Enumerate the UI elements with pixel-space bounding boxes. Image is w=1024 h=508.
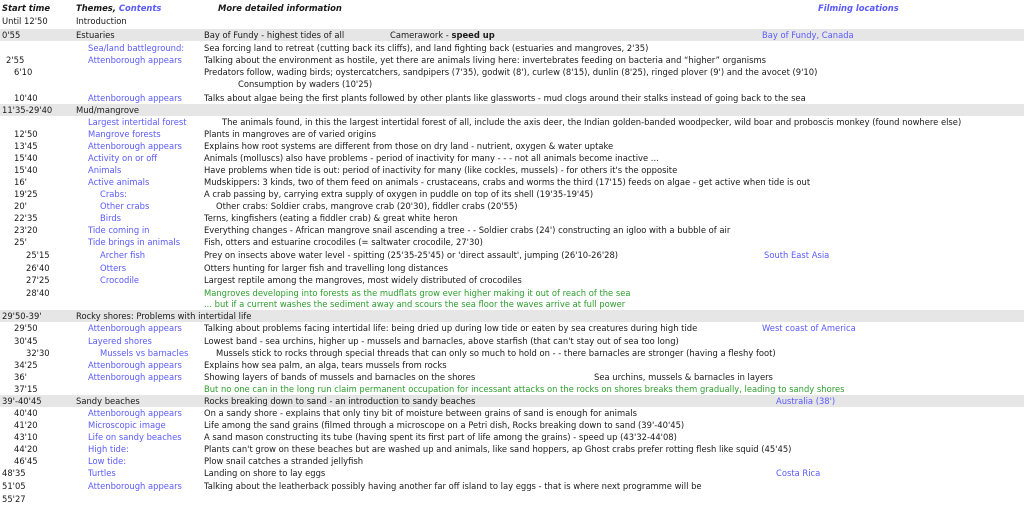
table-row — [0, 431, 1024, 443]
row-theme: Sandy beaches — [76, 396, 140, 406]
table-row — [0, 212, 1024, 224]
table-row — [0, 359, 1024, 371]
camerawork-speed-up: speed up — [451, 30, 495, 40]
header-detailed-info: More detailed information — [218, 3, 342, 13]
header-themes-label: Themes, — [76, 3, 116, 13]
row-info: Talking about the environment as hostile, yet there are animals living here: invertebrates feeding on bacteria and “higher” organisms — [204, 55, 766, 65]
row-time: 44'20 — [14, 444, 38, 454]
row-info: Explains how root systems are different from those on dry land - nutrient, oxygen & water uptake — [204, 141, 614, 151]
row-time: 16' — [14, 177, 27, 187]
section-row-mud-mangrove — [0, 104, 1024, 116]
table-row — [0, 188, 1024, 200]
row-info: Terns, kingfishers (eating a fiddler crab) & great white heron — [204, 213, 458, 223]
row-time: 40'40 — [14, 408, 38, 418]
row-info: Lowest band - sea urchins, higher up - mussels and barnacles, above starfish (that can't stay out of sea too long) — [204, 336, 679, 346]
row-theme: Mangrove forests — [88, 129, 161, 139]
table-row — [0, 443, 1024, 455]
row-time: 22'35 — [14, 213, 38, 223]
row-theme: Attenborough appears — [88, 55, 182, 65]
row-filming-location: West coast of America — [762, 323, 856, 333]
row-time: 20' — [14, 201, 27, 211]
row-theme: Other crabs — [100, 201, 150, 211]
row-theme: Sea/land battleground: — [88, 43, 185, 53]
row-info: Rocks breaking down to sand - an introduction to sandy beaches — [204, 396, 476, 406]
row-time: 12'50 — [14, 129, 38, 139]
table-row — [0, 54, 1024, 66]
table-row — [0, 419, 1024, 431]
header-filming-locations: Filming locations — [818, 3, 899, 13]
table-row — [0, 467, 1024, 479]
table-row — [0, 383, 1024, 395]
row-time: 32'30 — [26, 348, 50, 358]
row-info: ... but if a current washes the sediment away and scours the sea floor the waves arrive at full power — [204, 299, 626, 309]
header-themes — [76, 2, 161, 14]
table-row — [0, 176, 1024, 188]
row-time: 23'20 — [14, 225, 38, 235]
row-info: Talking about problems facing intertidal life: being dried up during low tide or eaten by sea creatures during high tide — [204, 323, 698, 333]
row-time: Until 12'50 — [2, 16, 48, 26]
row-time: 43'10 — [14, 432, 38, 442]
row-info: Prey on insects above water level - spitting (25'35-25'45) or 'direct assault', jumping (26'10-26'28) — [204, 250, 619, 260]
row-time: 15'40 — [14, 165, 38, 175]
row-theme: Activity on or off — [88, 153, 158, 163]
row-theme: Mud/mangrove — [76, 105, 140, 115]
row-time: 6'10 — [14, 67, 33, 77]
table-row — [0, 200, 1024, 212]
table-row — [0, 455, 1024, 467]
row-filming-location: South East Asia — [764, 250, 830, 260]
row-theme: Animals — [88, 165, 122, 175]
row-time: 19'25 — [14, 189, 38, 199]
row-time: 28'40 — [26, 288, 50, 298]
row-theme: Attenborough appears — [88, 141, 182, 151]
row-theme: Tide coming in — [88, 225, 150, 235]
row-time: 15'40 — [14, 153, 38, 163]
row-time: 41'20 — [14, 420, 38, 430]
row-info: Predators follow, wading birds; oystercatchers, sandpipers (7'35), godwit (8'), curlew (8'15), dunlin (8'25), ringed plover (9') and the avocet (9'10) — [204, 67, 818, 77]
table-row — [0, 224, 1024, 236]
row-time: 26'40 — [26, 263, 50, 273]
row-time: 48'35 — [2, 468, 26, 478]
row-camerawork — [390, 29, 495, 41]
table-row — [0, 322, 1024, 334]
row-info: Mussels stick to rocks through special threads that can only so much to hold on - - there barnacles are stronger (having a fleshy foot) — [216, 348, 776, 358]
row-info: Plow snail catches a stranded jellyfish — [204, 456, 364, 466]
row-filming-location: Costa Rica — [776, 468, 821, 478]
row-info: A crab passing by, carrying extra supply of oxygen in puddle on top of its shell (19'35-19'45) — [204, 189, 594, 199]
row-theme: Attenborough appears — [88, 93, 182, 103]
row-time: 0'55 — [2, 30, 21, 40]
row-theme: Layered shores — [88, 336, 152, 346]
row-theme: Turtles — [88, 468, 116, 478]
row-info: Animals (molluscs) also have problems - period of inactivity for many - - - not all animals become inactive ... — [204, 153, 659, 163]
row-theme: Tide brings in animals — [88, 237, 181, 247]
table-row — [0, 164, 1024, 176]
row-info: Talking about the leatherback possibly having another far off island to lay eggs - that is where next programme will be — [204, 481, 702, 491]
row-theme: Low tide: — [88, 456, 127, 466]
table-row — [0, 66, 1024, 78]
table-row — [0, 42, 1024, 54]
row-info: Largest reptile among the mangroves, most widely distributed of crocodiles — [204, 275, 522, 285]
row-time: 37'15 — [14, 384, 38, 394]
table-row — [0, 298, 1024, 310]
row-info: Otters hunting for larger fish and travelling long distances — [204, 263, 448, 273]
row-info: Other crabs: Soldier crabs, mangrove crab (20'30), fiddler crabs (20'55) — [216, 201, 518, 211]
row-theme: Introduction — [76, 16, 127, 26]
row-theme: Mussels vs barnacles — [100, 348, 189, 358]
row-info: Plants in mangroves are of varied origins — [204, 129, 376, 139]
row-time: 27'25 — [26, 275, 50, 285]
row-info: Have problems when tide is out: period of inactivity for many (like cockles, mussels) - for others it's the opposite — [204, 165, 678, 175]
section-row-rocky-shores — [0, 310, 1024, 322]
row-time: 36' — [14, 372, 27, 382]
row-info: The animals found, in this the largest intertidal forest of all, include the axis deer, the Indian golden-banded woodpecker, wild boar and proboscis monkey (found nowhere else) — [222, 117, 962, 127]
row-theme: Active animals — [88, 177, 150, 187]
row-time: 51'05 — [2, 481, 26, 491]
row-time: 55'27 — [2, 494, 26, 504]
row-time: 11'35-29'40 — [2, 105, 53, 115]
row-time: 2'55 — [6, 55, 25, 65]
row-time: 30'45 — [14, 336, 38, 346]
table-row — [0, 262, 1024, 274]
section-row-estuaries — [0, 29, 1024, 41]
row-info: Everything changes - African mangrove snail ascending a tree - - Soldier crabs (24') constructing an igloo with a bubble of air — [204, 225, 731, 235]
row-info: Bay of Fundy - highest tides of all — [204, 30, 345, 40]
row-theme: High tide: — [88, 444, 129, 454]
row-theme: Estuaries — [76, 30, 115, 40]
row-info: Mangroves developing into forests as the mudflats grow ever higher making it out of reach of the sea — [204, 288, 631, 298]
row-filming-location: Bay of Fundy, Canada — [762, 30, 854, 40]
row-theme: Microscopic image — [88, 420, 166, 430]
table-row — [0, 274, 1024, 286]
table-row — [0, 493, 1024, 505]
row-theme: Archer fish — [100, 250, 146, 260]
row-info: Showing layers of bands of mussels and barnacles on the shores — [204, 372, 476, 382]
row-time: 34'25 — [14, 360, 38, 370]
row-theme: Attenborough appears — [88, 408, 182, 418]
row-time: 46'45 — [14, 456, 38, 466]
row-info: Talks about algae being the first plants followed by other plants like glassworts - mud clogs around their stalks instead of going back to the sea — [204, 93, 806, 103]
table-row — [0, 15, 1024, 27]
table-row — [0, 249, 1024, 261]
row-info: Plants can't grow on these beaches but are washed up and animals, like sand hoppers, ap Ghost crabs prefer rotting flesh like squid (45'45) — [204, 444, 792, 454]
row-theme: Attenborough appears — [88, 481, 182, 491]
row-side-note: Sea urchins, mussels & barnacles in layers — [594, 372, 773, 382]
header-contents-label: Contents — [118, 3, 162, 13]
row-theme: Attenborough appears — [88, 360, 182, 370]
header-start-time: Start time — [2, 3, 51, 13]
table-row — [0, 347, 1024, 359]
row-theme: Birds — [100, 213, 122, 223]
table-row — [0, 78, 1024, 90]
row-info: Consumption by waders (10'25) — [238, 79, 373, 89]
row-theme: Largest intertidal forest — [88, 117, 187, 127]
row-theme: Rocky shores: Problems with intertidal life — [76, 311, 252, 321]
row-time: 29'50-39' — [2, 311, 42, 321]
row-time: 25'15 — [26, 250, 50, 260]
row-time: 39'-40'45 — [2, 396, 42, 406]
row-info: Sea forcing land to retreat (cutting back its cliffs), and land fighting back (estuaries and mangroves, 2'35) — [204, 43, 649, 53]
table-row — [0, 116, 1024, 128]
row-time: 29'50 — [14, 323, 38, 333]
row-time: 25' — [14, 237, 27, 247]
table-row — [0, 92, 1024, 104]
row-theme: Crocodile — [100, 275, 140, 285]
row-info: Landing on shore to lay eggs — [204, 468, 326, 478]
table-row — [0, 335, 1024, 347]
row-time: 13'45 — [14, 141, 38, 151]
row-info: Life among the sand grains (filmed through a microscope on a Petri dish, Rocks breaking down to sand (39'-40'45) — [204, 420, 685, 430]
table-row — [0, 236, 1024, 248]
camerawork-label: Camerawork - — [390, 30, 452, 40]
table-row — [0, 140, 1024, 152]
header-row — [0, 2, 1024, 14]
row-info: Explains how sea palm, an alga, tears mussels from rocks — [204, 360, 447, 370]
row-theme: Life on sandy beaches — [88, 432, 182, 442]
table-row — [0, 480, 1024, 492]
section-row-sandy-beaches — [0, 395, 1024, 407]
table-row — [0, 371, 1024, 383]
table-row — [0, 152, 1024, 164]
row-filming-location: Australia (38') — [776, 396, 836, 406]
row-info: Fish, otters and estuarine crocodiles (= saltwater crocodile, 27'30) — [204, 237, 483, 247]
row-theme: Attenborough appears — [88, 372, 182, 382]
row-theme: Otters — [100, 263, 127, 273]
row-info: Mudskippers: 3 kinds, two of them feed on animals - crustaceans, crabs and worms the third (17'15) feeds on algae - get active when tide is out — [204, 177, 811, 187]
row-info: But no one can in the long run claim permanent occupation for incessant attacks on the rocks on shores breaks them gradually, leading to sandy shores — [204, 384, 845, 394]
table-row — [0, 128, 1024, 140]
row-info: A sand mason constructing its tube (having spent its first part of life among the grains) - speed up (43'32-44'08) — [204, 432, 677, 442]
row-time: 10'40 — [14, 93, 38, 103]
row-theme: Crabs: — [100, 189, 127, 199]
table-row — [0, 407, 1024, 419]
row-info: On a sandy shore - explains that only tiny bit of moisture between grains of sand is enough for animals — [204, 408, 637, 418]
row-theme: Attenborough appears — [88, 323, 182, 333]
